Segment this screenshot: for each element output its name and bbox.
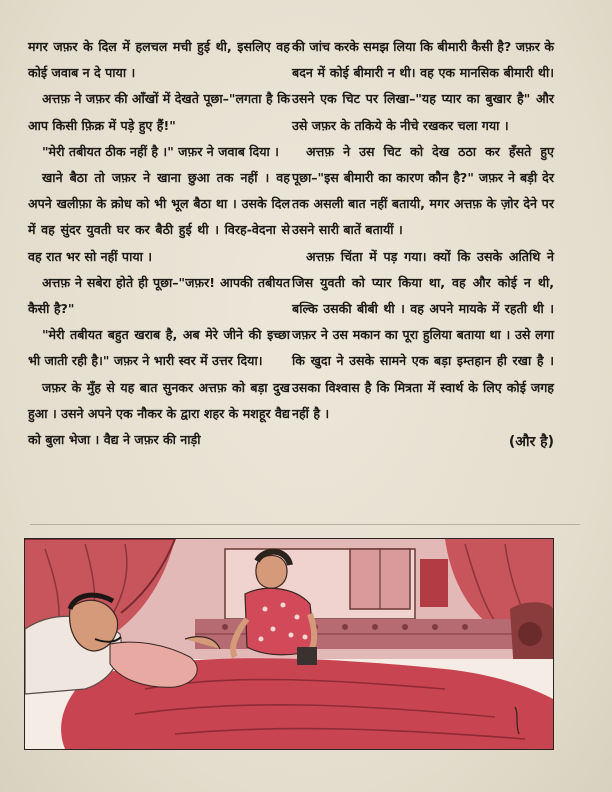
bedside-scene-illustration xyxy=(24,538,554,750)
right-text-column xyxy=(292,34,554,455)
paragraph: अत्तफ़ ने सबेरा होते ही पूछा–"जफ़र! आपकी तबीयत कैसी है?" xyxy=(28,274,290,317)
paragraph: जफ़र के मुँह से यह बात सुनकर अत्तफ़ को बड़ा दुख हुआ । उसने अपने एक नौकर के द्वारा शहर के मशहूर वैद्य को बुला भेजा । वैद्य ने जफ़र की नाड़ी xyxy=(28,379,290,448)
paragraph: अत्तफ़ ने जफ़र की आँखों में देखते पूछा–"लगता है कि आप किसी फ़िक्र में पड़े हुए हैं!" xyxy=(28,91,290,133)
paragraph: अत्तफ़ चिंता में पड़ गया। क्यों कि उसके अतिथि ने जिस युवती को प्यार किया था, वह और कोई न थी, बल्कि उसकी बीबी थी । वह अपने मायके में रहती थी । जफ़र ने उस मकान का पूरा हुलिया बताया था । उसे लगा कि खुदा ने उसके सामने एक बड़ा इम्तहान ही रखा है । उसका विश्वास है कि मित्रता में स्वार्थ के लिए कोई जगह नहीं है । xyxy=(292,248,554,421)
paragraph: की जांच करके समझ लिया कि बीमारी कैसी है? जफ़र के बदन में कोई बीमारी न थी। वह एक मानसिक बीमारी थी। उसने एक चिट पर लिखा–"यह प्यार का बुखार है" और उसे जफ़र के तकिये के नीचे रखकर चला गया । xyxy=(292,39,554,133)
paragraph: "मेरी तबीयत बहुत खराब है, अब मेरे जीने की इच्छा भी जाती रही है।" जफ़र ने भारी स्वर में उत्तर दिया। xyxy=(28,327,290,369)
paragraph: अत्तफ़ ने उस चिट को देख ठठा कर हँसते हुए पूछा–"इस बीमारी का कारण कौन है?" जफ़र ने बड़ी देर तक असली बात नहीं बतायी, मगर अत्तफ़ के ज़ोर देने पर उसने सारी बातें बतायीं । xyxy=(292,143,554,238)
continued-label: (और है) xyxy=(508,434,554,451)
paragraph: खाने बैठा तो जफ़र ने खाना छुआ तक नहीं । वह अपने खलीफ़ा के क्रोध को भी भूल बैठा था । उसके दिल में वह सुंदर युवती घर कर बैठी हुई थी । विरह-वेदना से वह रात भर सो नहीं पाया । xyxy=(28,170,290,264)
paragraph: मगर जफ़र के दिल में हलचल मची हुई थी, इसलिए वह कोई जवाब न दे पाया । xyxy=(28,39,290,81)
left-text-column xyxy=(28,34,290,453)
divider xyxy=(30,524,580,525)
paragraph: "मेरी तबीयत ठीक नहीं है ।" जफ़र ने जवाब दिया । xyxy=(42,143,279,159)
